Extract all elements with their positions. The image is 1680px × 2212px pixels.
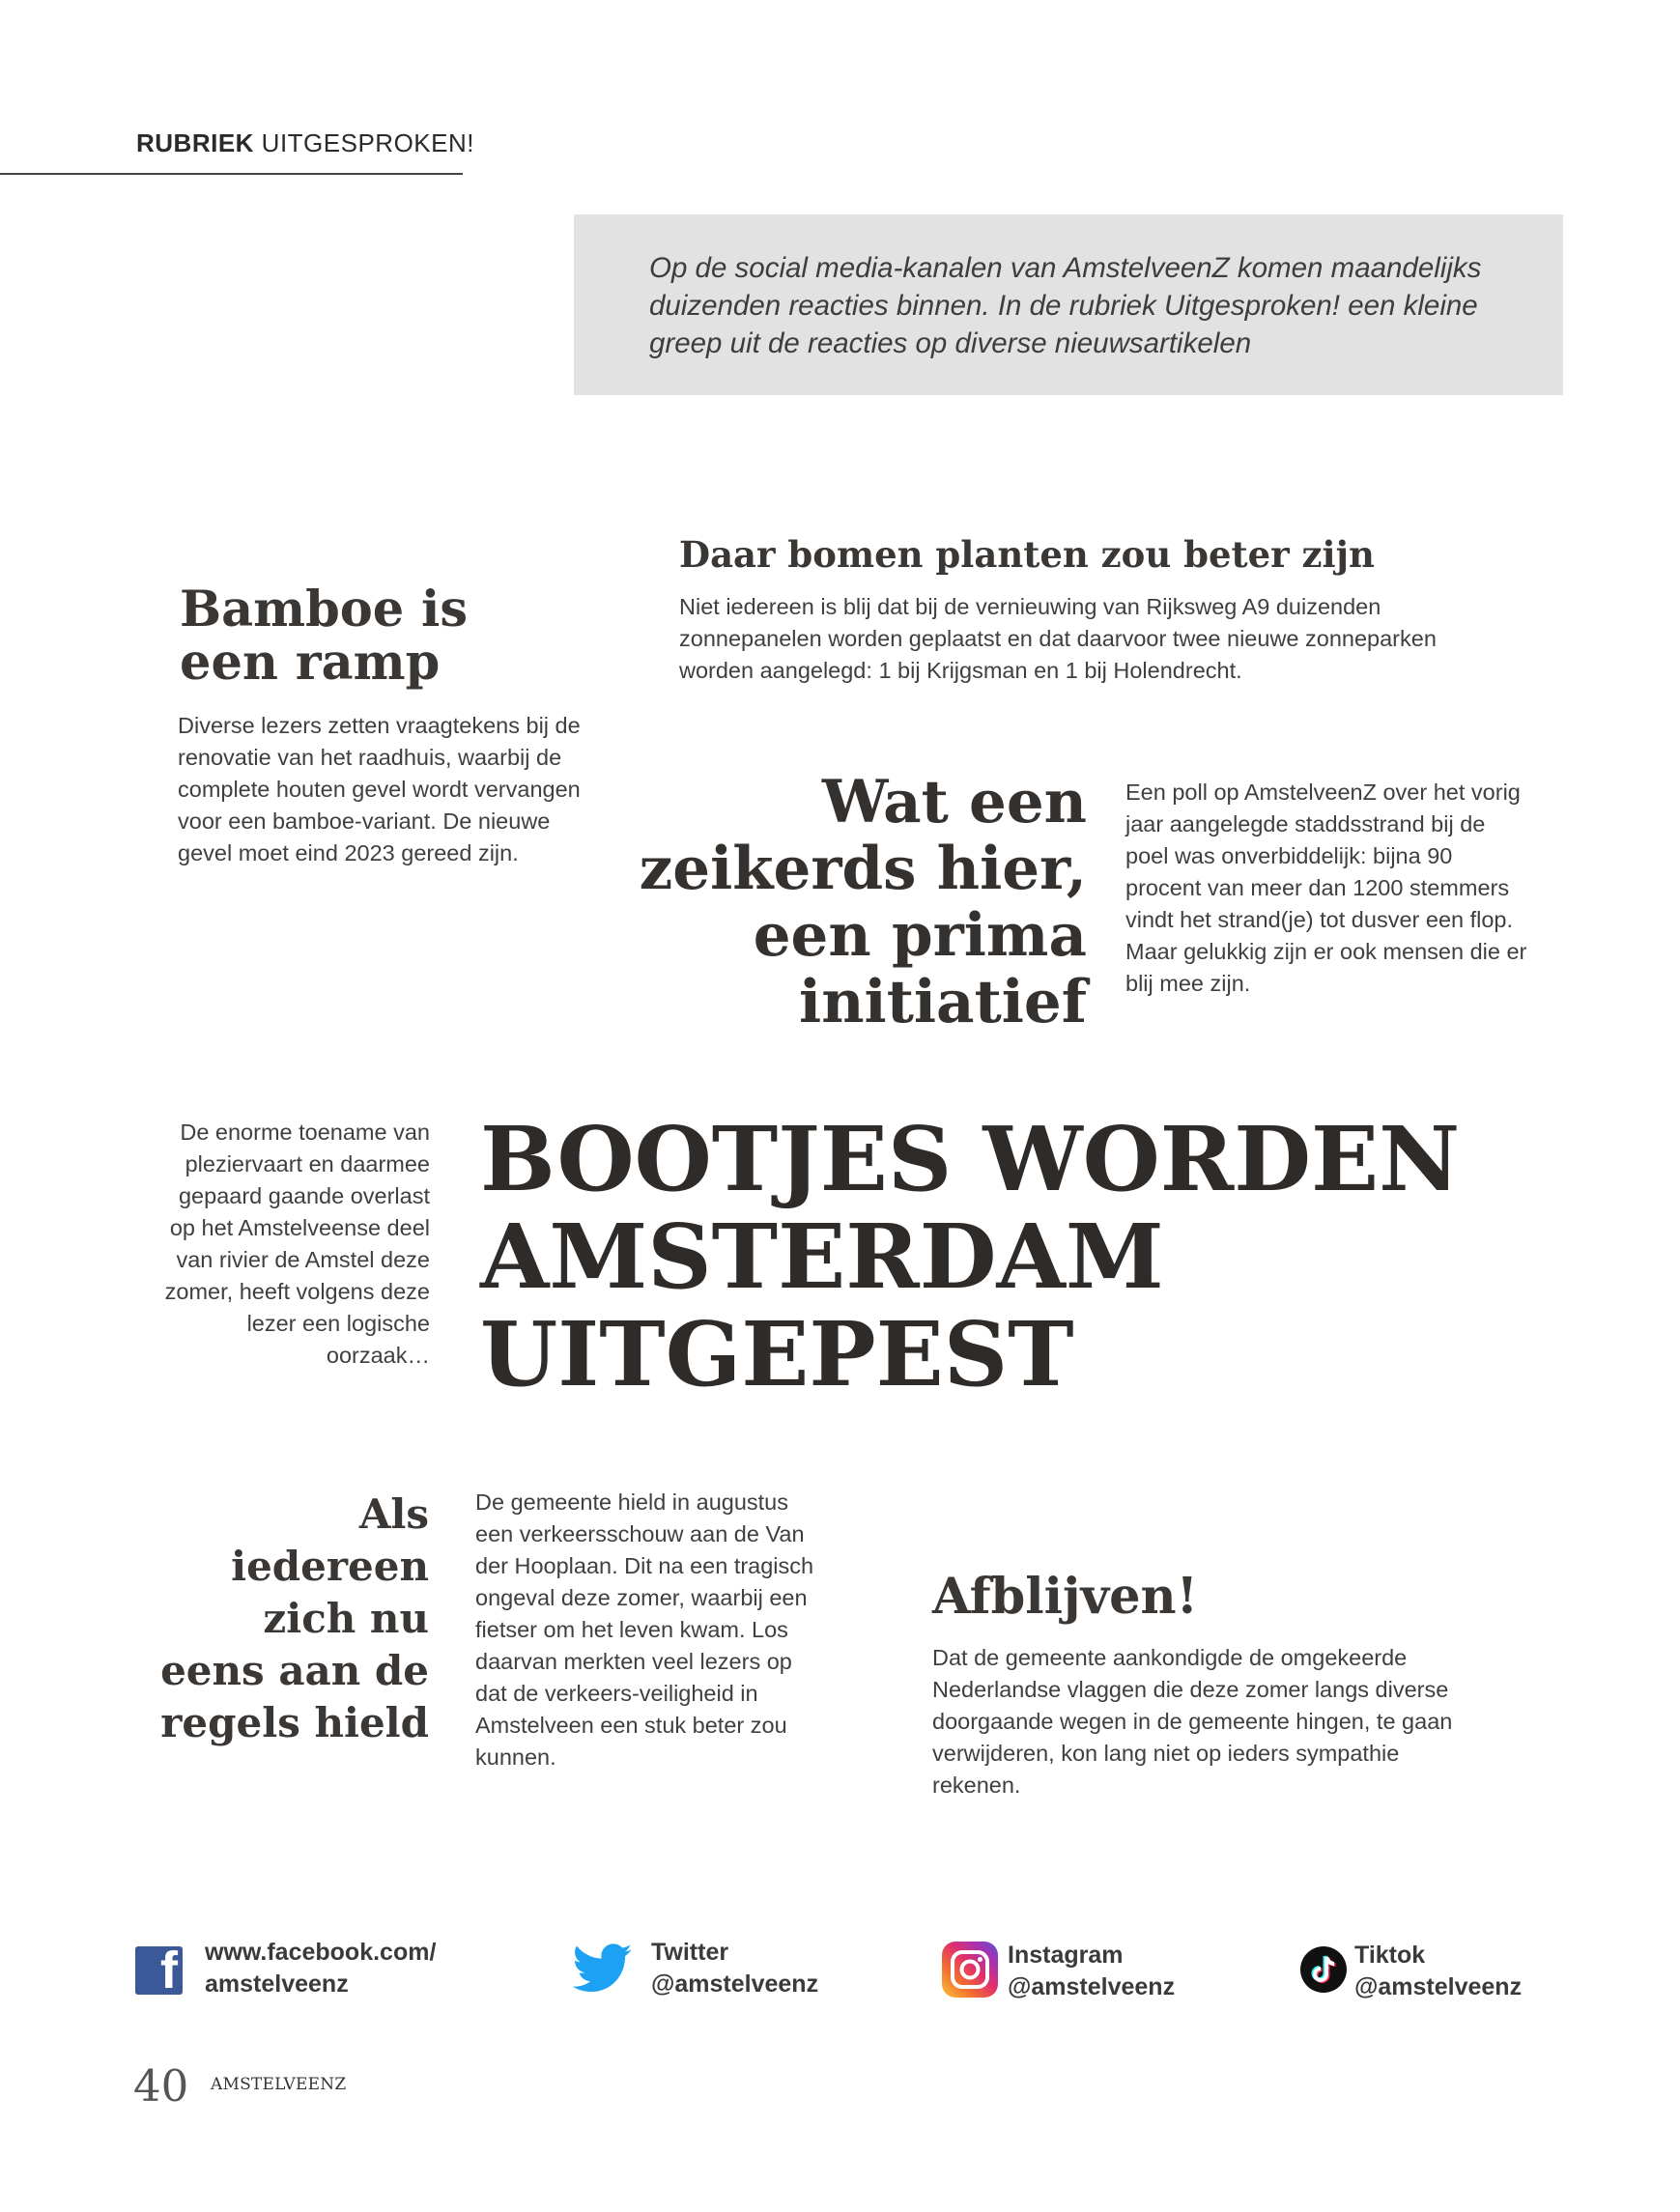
instagram-icon[interactable] xyxy=(942,1942,998,1998)
section-label xyxy=(136,128,474,158)
twitter-link[interactable] xyxy=(651,1937,818,2000)
article-title-regels: Als iedereen zich nu eens aan de regels hield xyxy=(160,1490,429,1746)
article-body-bamboe: Diverse lezers zetten vraagtekens bij de renovatie van het raadhuis, waarbij de complete houten gevel wordt vervangen voor een bamboe-variant. De nieuwe gevel moet eind 2023 gereed zijn. xyxy=(178,713,581,865)
section-label-rest: UITGESPROKEN! xyxy=(253,128,474,157)
article-title-bootjes: BOOTJES WORDEN AMSTERDAM UITGEPEST xyxy=(480,1107,1461,1406)
instagram-line1: Instagram xyxy=(1008,1942,1124,1969)
article-title-bamboe: Bamboe is een ramp xyxy=(180,581,469,692)
twitter-line2: @amstelveenz xyxy=(651,1971,819,1998)
intro-text: Op de social media-kanalen van AmstelveenZ komen maandelijks duizenden reacties binnen. In de rubriek Uitgesproken! een kleine greep uit de reacties op diverse nieuwsartikelen xyxy=(649,252,1482,359)
header-rule xyxy=(0,173,463,175)
twitter-icon[interactable] xyxy=(573,1943,633,1995)
article-body-regels: De gemeente hield in augustus een verkeersschouw aan de Van der Hooplaan. Dit na een tragisch ongeval deze zomer, waarbij een fietser om het leven kwam. Los daarvan merkten veel lezers op dat de verkeers-veiligheid in Amstelveen een stuk beter zou kunnen. xyxy=(475,1489,814,1770)
facebook-line1: www.facebook.com/ xyxy=(205,1939,437,1966)
instagram-link[interactable] xyxy=(1008,1940,1175,2003)
facebook-line2: amstelveenz xyxy=(205,1971,349,1998)
page-number: 40 xyxy=(133,2060,189,2112)
article-body-bootjes: De enorme toename van pleziervaart en daarmee gepaard gaande overlast op het Amstelveense deel van rivier de Amstel deze zomer, heeft volgens deze lezer een logische oorzaak… xyxy=(164,1120,430,1368)
article-body-zeikerds: Een poll op AmstelveenZ over het vorig jaar aangelegde staddsstrand bij de poel was onverbiddelijk: bijna 90 procent van meer dan 1200 stemmers vindt het strand(je) tot dusver een flop. Maar gelukkig zijn er ook mensen die er blij mee zijn. xyxy=(1125,780,1527,996)
article-body-bomen: Niet iedereen is blij dat bij de vernieuwing van Rijksweg A9 duizenden zonnepanelen worden geplaatst en dat daarvoor twee nieuwe zonneparken worden aangelegd: 1 bij Krijgsman en 1 bij Holendrecht. xyxy=(679,594,1437,683)
tiktok-link[interactable] xyxy=(1354,1940,1522,2003)
twitter-line1: Twitter xyxy=(651,1939,729,1966)
tiktok-icon[interactable] xyxy=(1300,1946,1347,1993)
article-title-afblijven: Afblijven! xyxy=(932,1568,1199,1626)
tiktok-line2: @amstelveenz xyxy=(1354,1973,1523,2000)
article-body-afblijven: Dat de gemeente aankondigde de omgekeerde Nederlandse vlaggen die deze zomer langs diverse doorgaande wegen in de gemeente hingen, te gaan verwijderen, kon lang niet op ieders sympathie rekenen. xyxy=(932,1645,1453,1798)
tiktok-line1: Tiktok xyxy=(1354,1942,1426,1969)
magazine-logo: AMSTELVEENZ xyxy=(211,2075,347,2094)
facebook-icon[interactable]: f xyxy=(135,1946,183,1995)
facebook-link[interactable] xyxy=(205,1937,436,2000)
instagram-line2: @amstelveenz xyxy=(1008,1973,1176,2000)
article-title-zeikerds: Wat een zeikerds hier, een prima initiatief xyxy=(639,768,1087,1036)
article-title-bomen: Daar bomen planten zou beter zijn xyxy=(679,533,1375,576)
section-label-bold: RUBRIEK xyxy=(136,128,254,157)
